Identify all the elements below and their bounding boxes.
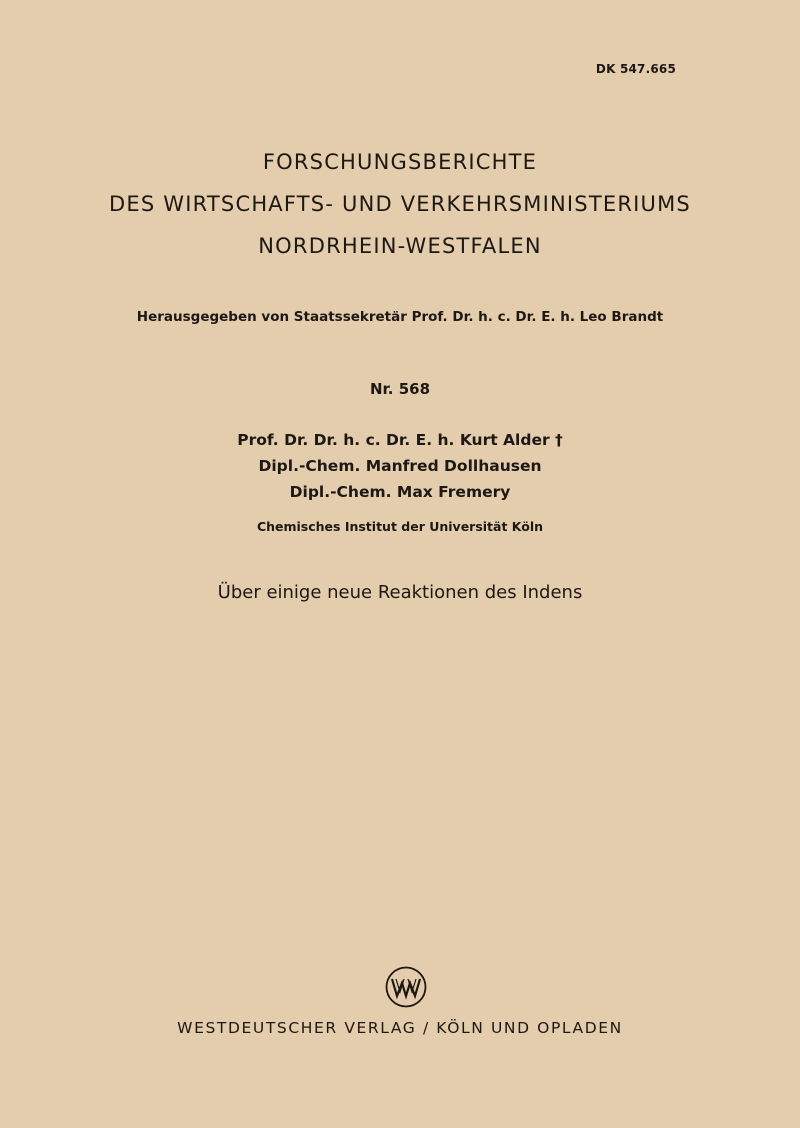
series-title-line-2: DES WIRTSCHAFTS- UND VERKEHRSMINISTERIUMS	[109, 192, 691, 216]
classification-number: DK 547.665	[595, 62, 676, 76]
author-2: Dipl.-Chem. Manfred Dollhausen	[258, 457, 542, 475]
institute: Chemisches Institut der Universität Köln	[256, 519, 544, 534]
series-title-line-1: FORSCHUNGSBERICHTE	[262, 150, 538, 174]
report-number: Nr. 568	[369, 380, 431, 398]
report-title: Über einige neue Reaktionen des Indens	[217, 582, 583, 603]
author-1: Prof. Dr. Dr. h. c. Dr. E. h. Kurt Alder †	[237, 431, 563, 449]
publisher-logo-icon	[384, 965, 428, 1009]
editor-line: Herausgegeben von Staatssekretär Prof. Dr. h. c. Dr. E. h. Leo Brandt	[136, 309, 664, 325]
author-3: Dipl.-Chem. Max Fremery	[289, 483, 511, 501]
publisher-line: WESTDEUTSCHER VERLAG / KÖLN UND OPLADEN	[177, 1019, 623, 1037]
series-title-line-3: NORDRHEIN-WESTFALEN	[258, 234, 542, 258]
